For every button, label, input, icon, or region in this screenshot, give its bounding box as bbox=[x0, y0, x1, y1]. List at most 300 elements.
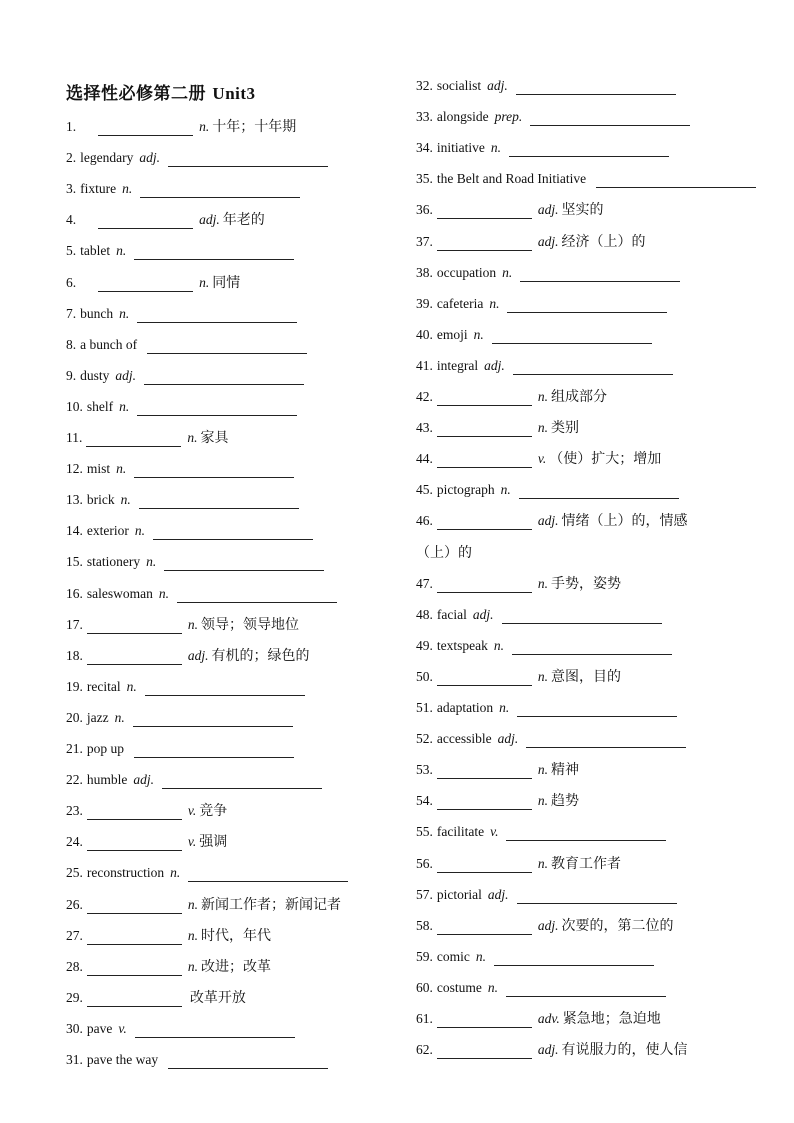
part-of-speech: adj. bbox=[472, 606, 494, 622]
part-of-speech: n. bbox=[158, 585, 169, 601]
item-number: 47. bbox=[416, 575, 433, 591]
answer-blank[interactable] bbox=[188, 866, 348, 882]
answer-blank[interactable] bbox=[87, 991, 182, 1007]
vocab-item bbox=[416, 946, 654, 968]
answer-blank[interactable] bbox=[139, 493, 299, 509]
item-number: 44. bbox=[416, 451, 433, 467]
answer-blank[interactable] bbox=[87, 618, 182, 634]
vocab-item bbox=[416, 790, 579, 812]
item-number: 37. bbox=[416, 233, 433, 249]
vocab-item bbox=[66, 365, 304, 387]
part-of-speech: adj. bbox=[537, 202, 559, 218]
chinese-meaning: 手势，姿势 bbox=[551, 575, 621, 592]
vocab-item bbox=[416, 635, 672, 657]
part-of-speech: n. bbox=[114, 709, 125, 725]
vocab-item bbox=[66, 1049, 328, 1071]
vocab-item bbox=[66, 987, 246, 1009]
answer-blank[interactable] bbox=[520, 266, 680, 282]
item-number: 56. bbox=[416, 855, 433, 871]
part-of-speech: n. bbox=[187, 430, 198, 445]
vocab-item bbox=[416, 697, 677, 719]
part-of-speech: n. bbox=[199, 119, 210, 134]
vocab-item bbox=[66, 1018, 295, 1040]
chinese-meaning: 有机的；绿色的 bbox=[211, 647, 310, 664]
item-number: 38. bbox=[416, 264, 433, 280]
english-term: tablet bbox=[80, 243, 111, 259]
english-term: mist bbox=[86, 461, 111, 477]
answer-blank[interactable] bbox=[513, 359, 673, 375]
answer-blank[interactable] bbox=[437, 577, 532, 593]
item-number: 5. bbox=[66, 243, 77, 259]
part-of-speech: n. bbox=[537, 575, 548, 591]
vocab-item bbox=[66, 209, 265, 231]
answer-blank[interactable] bbox=[517, 701, 677, 717]
vocab-item bbox=[416, 510, 688, 532]
part-of-speech: n. bbox=[187, 927, 198, 943]
answer-blank[interactable] bbox=[437, 670, 532, 686]
item-number: 21. bbox=[66, 741, 83, 756]
item-number: 12. bbox=[66, 461, 83, 477]
vocab-item bbox=[66, 862, 348, 884]
english-term: jazz bbox=[86, 709, 109, 725]
item-number: 40. bbox=[416, 326, 433, 342]
chinese-meaning: 紧急地；急迫地 bbox=[562, 1011, 661, 1027]
english-term: fixture bbox=[80, 181, 117, 197]
answer-blank[interactable] bbox=[437, 203, 532, 219]
answer-blank[interactable] bbox=[87, 804, 182, 820]
answer-blank[interactable] bbox=[135, 1022, 295, 1038]
answer-blank[interactable] bbox=[437, 857, 532, 873]
english-term: costume bbox=[436, 979, 482, 995]
chinese-meaning: 家具 bbox=[200, 430, 229, 446]
part-of-speech: adj. bbox=[484, 357, 505, 373]
item-number: 55. bbox=[416, 824, 433, 840]
chinese-meaning: 十年；十年期 bbox=[212, 119, 297, 135]
item-number: 22. bbox=[66, 772, 83, 788]
vocab-item bbox=[416, 168, 756, 190]
item-number: 57. bbox=[416, 886, 433, 902]
item-number: 49. bbox=[416, 637, 433, 653]
answer-blank[interactable] bbox=[509, 141, 669, 157]
answer-blank[interactable] bbox=[98, 120, 193, 136]
vocab-item bbox=[416, 915, 674, 937]
answer-blank[interactable] bbox=[164, 555, 324, 571]
english-term: exterior bbox=[86, 523, 129, 539]
answer-blank[interactable] bbox=[140, 182, 300, 198]
vocab-item bbox=[66, 147, 328, 169]
answer-blank[interactable] bbox=[98, 276, 193, 292]
item-number: 46. bbox=[416, 513, 433, 529]
part-of-speech: n. bbox=[537, 762, 548, 778]
answer-blank[interactable] bbox=[502, 608, 662, 624]
english-term: facilitate bbox=[436, 824, 485, 840]
item-number: 3. bbox=[66, 181, 77, 197]
item-number: 10. bbox=[66, 398, 83, 414]
vocab-item bbox=[416, 231, 646, 253]
answer-blank[interactable] bbox=[137, 400, 297, 416]
item-number: 13. bbox=[66, 492, 83, 508]
vocab-item bbox=[66, 707, 293, 729]
chinese-meaning: 竞争 bbox=[199, 803, 228, 820]
part-of-speech: adj. bbox=[537, 1042, 559, 1058]
answer-blank[interactable] bbox=[168, 1053, 328, 1069]
part-of-speech: n. bbox=[487, 979, 498, 995]
item-number: 29. bbox=[66, 989, 83, 1005]
answer-blank[interactable] bbox=[437, 794, 532, 810]
item-number: 43. bbox=[416, 420, 433, 436]
chinese-meaning: 改进；改革 bbox=[201, 958, 271, 975]
vocab-item bbox=[66, 303, 297, 325]
item-number: 19. bbox=[66, 678, 83, 694]
item-number: 53. bbox=[416, 762, 433, 778]
part-of-speech: n. bbox=[489, 295, 500, 311]
english-term: dusty bbox=[80, 367, 110, 383]
vocab-item bbox=[416, 479, 679, 501]
item-number: 25. bbox=[66, 865, 83, 881]
english-term: initiative bbox=[436, 140, 485, 156]
vocab-item bbox=[416, 728, 686, 750]
part-of-speech: n. bbox=[499, 700, 510, 715]
answer-blank[interactable] bbox=[168, 151, 328, 167]
vocab-item bbox=[416, 417, 579, 439]
part-of-speech: n. bbox=[490, 140, 501, 156]
answer-blank[interactable] bbox=[134, 742, 294, 758]
english-term: brick bbox=[86, 492, 115, 508]
chinese-meaning: 领导；领导地位 bbox=[201, 616, 299, 633]
part-of-speech: n. bbox=[500, 482, 511, 498]
item-number: 60. bbox=[416, 979, 433, 995]
part-of-speech: n. bbox=[122, 181, 133, 197]
answer-blank[interactable] bbox=[437, 235, 532, 251]
part-of-speech: n. bbox=[119, 398, 130, 414]
part-of-speech: n. bbox=[537, 668, 548, 684]
answer-blank[interactable] bbox=[437, 1012, 532, 1028]
vocab-item bbox=[416, 355, 673, 377]
answer-blank[interactable] bbox=[87, 649, 182, 665]
answer-blank[interactable] bbox=[506, 825, 666, 841]
answer-blank[interactable] bbox=[517, 888, 677, 904]
item-number: 2. bbox=[66, 150, 77, 166]
chinese-meaning: 趋势 bbox=[551, 793, 579, 810]
chinese-meaning: 年老的 bbox=[222, 212, 265, 229]
answer-blank[interactable] bbox=[437, 390, 532, 406]
part-of-speech: n. bbox=[187, 958, 198, 974]
vocab-item bbox=[66, 831, 227, 853]
item-number: 11. bbox=[66, 430, 83, 445]
english-term: shelf bbox=[86, 398, 114, 414]
chinese-meaning: 坚实的 bbox=[561, 202, 604, 219]
answer-blank[interactable] bbox=[145, 680, 305, 696]
vocab-item bbox=[66, 116, 296, 138]
vocab-item bbox=[416, 759, 579, 781]
item-number: 52. bbox=[416, 731, 433, 747]
vocab-item bbox=[66, 769, 322, 791]
answer-blank[interactable] bbox=[437, 452, 532, 468]
chinese-meaning: 情绪（上）的，情感 bbox=[561, 513, 688, 530]
answer-blank[interactable] bbox=[87, 835, 182, 851]
answer-blank[interactable] bbox=[87, 929, 182, 945]
answer-blank[interactable] bbox=[512, 639, 672, 655]
chinese-meaning: 新闻工作者；新闻记者 bbox=[201, 896, 341, 913]
item-number: 9. bbox=[66, 367, 77, 383]
part-of-speech: adj. bbox=[497, 731, 519, 747]
vocab-item bbox=[66, 925, 271, 947]
item-number: 28. bbox=[66, 958, 83, 974]
title-unit: Unit3 bbox=[212, 84, 256, 103]
part-of-speech: n. bbox=[473, 326, 484, 342]
vocab-item bbox=[66, 489, 299, 511]
chinese-meaning: 同情 bbox=[212, 274, 241, 291]
vocab-item bbox=[66, 178, 300, 200]
part-of-speech: n. bbox=[146, 554, 157, 570]
chinese-meaning: （使）扩大；增加 bbox=[549, 451, 662, 468]
part-of-speech: v. bbox=[187, 834, 197, 850]
english-term: textspeak bbox=[436, 637, 488, 653]
answer-blank[interactable] bbox=[437, 919, 532, 935]
chinese-meaning: 意图，目的 bbox=[551, 668, 621, 685]
item-number: 42. bbox=[416, 389, 433, 404]
answer-blank[interactable] bbox=[153, 524, 313, 540]
answer-blank[interactable] bbox=[137, 307, 297, 323]
part-of-speech: adj. bbox=[537, 233, 559, 249]
answer-blank[interactable] bbox=[526, 732, 686, 748]
part-of-speech: n. bbox=[116, 243, 127, 259]
vocab-item bbox=[66, 645, 310, 667]
chinese-meaning-continued: （上）的 bbox=[416, 544, 472, 561]
part-of-speech: n. bbox=[537, 855, 548, 871]
answer-blank[interactable] bbox=[134, 462, 294, 478]
answer-blank[interactable] bbox=[437, 763, 532, 779]
vocab-item bbox=[416, 1008, 661, 1030]
chinese-meaning: 有说服力的，使人信 bbox=[561, 1042, 688, 1059]
vocab-item bbox=[416, 137, 669, 159]
answer-blank[interactable] bbox=[530, 110, 690, 126]
part-of-speech: n. bbox=[187, 616, 198, 632]
part-of-speech: v. bbox=[187, 803, 197, 819]
english-term: stationery bbox=[86, 554, 141, 570]
vocab-item bbox=[416, 573, 621, 595]
english-term: cafeteria bbox=[436, 295, 484, 311]
english-term: pictorial bbox=[436, 886, 482, 902]
vocab-item bbox=[66, 551, 324, 573]
answer-blank[interactable] bbox=[596, 172, 756, 188]
english-term: humble bbox=[86, 772, 128, 788]
part-of-speech: n. bbox=[537, 389, 548, 404]
part-of-speech: adj. bbox=[537, 917, 559, 933]
vocab-item bbox=[66, 894, 341, 916]
part-of-speech: n. bbox=[493, 637, 504, 653]
chinese-meaning: 改革开放 bbox=[189, 989, 246, 1006]
answer-blank[interactable] bbox=[133, 711, 293, 727]
item-number: 27. bbox=[66, 927, 83, 943]
item-number: 61. bbox=[416, 1011, 433, 1026]
part-of-speech: n. bbox=[126, 678, 137, 694]
part-of-speech: n. bbox=[502, 264, 513, 280]
chinese-meaning: 类别 bbox=[551, 420, 579, 437]
english-term: reconstruction bbox=[86, 865, 165, 881]
answer-blank[interactable] bbox=[86, 431, 181, 447]
vocab-item bbox=[416, 324, 652, 346]
chinese-meaning: 经济（上）的 bbox=[561, 233, 646, 250]
part-of-speech: n. bbox=[475, 948, 486, 964]
part-of-speech: n. bbox=[119, 305, 130, 321]
vocab-item bbox=[416, 75, 676, 97]
part-of-speech: n. bbox=[120, 492, 131, 508]
vocab-item bbox=[66, 334, 307, 356]
answer-blank[interactable] bbox=[134, 244, 294, 260]
chinese-meaning: 教育工作者 bbox=[551, 855, 621, 872]
item-number: 45. bbox=[416, 482, 433, 498]
part-of-speech: adj. bbox=[115, 367, 137, 383]
answer-blank[interactable] bbox=[87, 960, 182, 976]
english-term: pave bbox=[86, 1020, 113, 1036]
item-number: 35. bbox=[416, 171, 433, 187]
part-of-speech: v. bbox=[537, 451, 547, 467]
english-term: bunch bbox=[80, 305, 114, 321]
english-term: facial bbox=[436, 606, 467, 622]
chinese-meaning: 时代，年代 bbox=[201, 927, 271, 944]
vocab-item bbox=[416, 666, 621, 688]
vocab-item bbox=[416, 262, 680, 284]
answer-blank[interactable] bbox=[437, 421, 532, 437]
part-of-speech: n. bbox=[116, 461, 127, 477]
item-number: 14. bbox=[66, 523, 83, 539]
english-term: socialist bbox=[436, 78, 482, 93]
vocab-item bbox=[416, 293, 667, 315]
answer-blank[interactable] bbox=[519, 483, 679, 499]
answer-blank[interactable] bbox=[516, 79, 676, 95]
vocab-item bbox=[66, 272, 240, 294]
part-of-speech: adj. bbox=[199, 212, 220, 228]
item-number: 34. bbox=[416, 140, 433, 156]
chinese-meaning: 强调 bbox=[199, 834, 228, 851]
english-term: alongside bbox=[436, 109, 489, 125]
item-number: 15. bbox=[66, 554, 83, 570]
item-number: 62. bbox=[416, 1042, 433, 1058]
english-term: saleswoman bbox=[86, 585, 153, 601]
vocab-item bbox=[66, 800, 227, 822]
item-number: 48. bbox=[416, 606, 433, 622]
part-of-speech: adj. bbox=[487, 78, 508, 93]
item-number: 50. bbox=[416, 668, 433, 684]
item-number: 39. bbox=[416, 295, 433, 311]
item-number: 51. bbox=[416, 700, 433, 715]
item-number: 16. bbox=[66, 585, 83, 601]
item-number: 1. bbox=[66, 119, 77, 134]
vocab-item bbox=[416, 448, 661, 470]
part-of-speech: n. bbox=[537, 793, 548, 809]
answer-blank[interactable] bbox=[492, 328, 652, 344]
answer-blank[interactable] bbox=[98, 213, 193, 229]
part-of-speech: v. bbox=[118, 1020, 127, 1036]
item-number: 33. bbox=[416, 109, 433, 125]
english-term: the Belt and Road Initiative bbox=[436, 171, 587, 187]
part-of-speech: adj. bbox=[187, 647, 209, 663]
item-number: 20. bbox=[66, 709, 83, 725]
english-term: a bunch of bbox=[80, 336, 138, 352]
vocab-item bbox=[416, 386, 607, 408]
part-of-speech: adj. bbox=[487, 886, 509, 902]
english-term: occupation bbox=[436, 264, 497, 280]
vocab-item bbox=[416, 821, 666, 843]
english-term: adaptation bbox=[436, 700, 494, 715]
vocab-item bbox=[66, 676, 305, 698]
chinese-meaning: 组成部分 bbox=[551, 389, 607, 405]
vocab-item bbox=[416, 199, 604, 221]
part-of-speech: v. bbox=[490, 824, 499, 840]
item-number: 30. bbox=[66, 1020, 83, 1036]
answer-blank[interactable] bbox=[507, 297, 667, 313]
item-number: 59. bbox=[416, 948, 433, 964]
part-of-speech: n. bbox=[170, 865, 181, 881]
vocab-item bbox=[66, 520, 313, 542]
title-cn: 选择性必修第二册 bbox=[66, 84, 213, 104]
vocab-item bbox=[66, 396, 297, 418]
item-number: 41. bbox=[416, 357, 433, 373]
item-number: 8. bbox=[66, 336, 77, 352]
answer-blank[interactable] bbox=[87, 898, 182, 914]
item-number: 24. bbox=[66, 834, 83, 850]
vocab-item bbox=[66, 240, 294, 262]
part-of-speech: n. bbox=[134, 523, 145, 539]
english-term: legendary bbox=[80, 150, 134, 166]
part-of-speech: n. bbox=[537, 420, 548, 436]
part-of-speech: prep. bbox=[494, 109, 523, 125]
english-term: integral bbox=[436, 357, 479, 373]
english-term: comic bbox=[436, 948, 470, 964]
item-number: 36. bbox=[416, 202, 433, 218]
item-number: 18. bbox=[66, 647, 83, 663]
item-number: 32. bbox=[416, 78, 433, 93]
item-number: 17. bbox=[66, 616, 83, 632]
page-title bbox=[66, 79, 256, 104]
item-number: 6. bbox=[66, 274, 77, 290]
part-of-speech: adj. bbox=[133, 772, 155, 788]
part-of-speech: adv. bbox=[537, 1011, 560, 1026]
part-of-speech: n. bbox=[187, 896, 198, 912]
part-of-speech: n. bbox=[199, 274, 210, 290]
answer-blank[interactable] bbox=[437, 1043, 532, 1059]
vocab-item bbox=[416, 604, 662, 626]
english-term: pop up bbox=[86, 741, 124, 756]
answer-blank[interactable] bbox=[177, 587, 337, 603]
vocab-item bbox=[416, 853, 621, 875]
english-term: pave the way bbox=[86, 1052, 159, 1067]
chinese-meaning: 次要的，第二位的 bbox=[561, 917, 674, 934]
answer-blank[interactable] bbox=[162, 773, 322, 789]
english-term: emoji bbox=[436, 326, 468, 342]
chinese-meaning: 精神 bbox=[551, 762, 579, 779]
answer-blank[interactable] bbox=[437, 514, 532, 530]
answer-blank[interactable] bbox=[147, 338, 307, 354]
answer-blank[interactable] bbox=[494, 950, 654, 966]
item-number: 26. bbox=[66, 896, 83, 912]
vocab-item bbox=[416, 884, 677, 906]
vocab-item bbox=[66, 427, 229, 449]
answer-blank[interactable] bbox=[506, 981, 666, 997]
vocab-item bbox=[416, 977, 666, 999]
vocab-item bbox=[416, 1039, 688, 1061]
item-number: 7. bbox=[66, 305, 77, 321]
english-term: accessible bbox=[436, 731, 492, 747]
english-term: recital bbox=[86, 678, 121, 694]
item-number: 54. bbox=[416, 793, 433, 809]
item-number: 58. bbox=[416, 917, 433, 933]
vocab-item bbox=[416, 106, 690, 128]
answer-blank[interactable] bbox=[144, 369, 304, 385]
vocab-item bbox=[66, 458, 294, 480]
english-term: pictograph bbox=[436, 482, 495, 498]
